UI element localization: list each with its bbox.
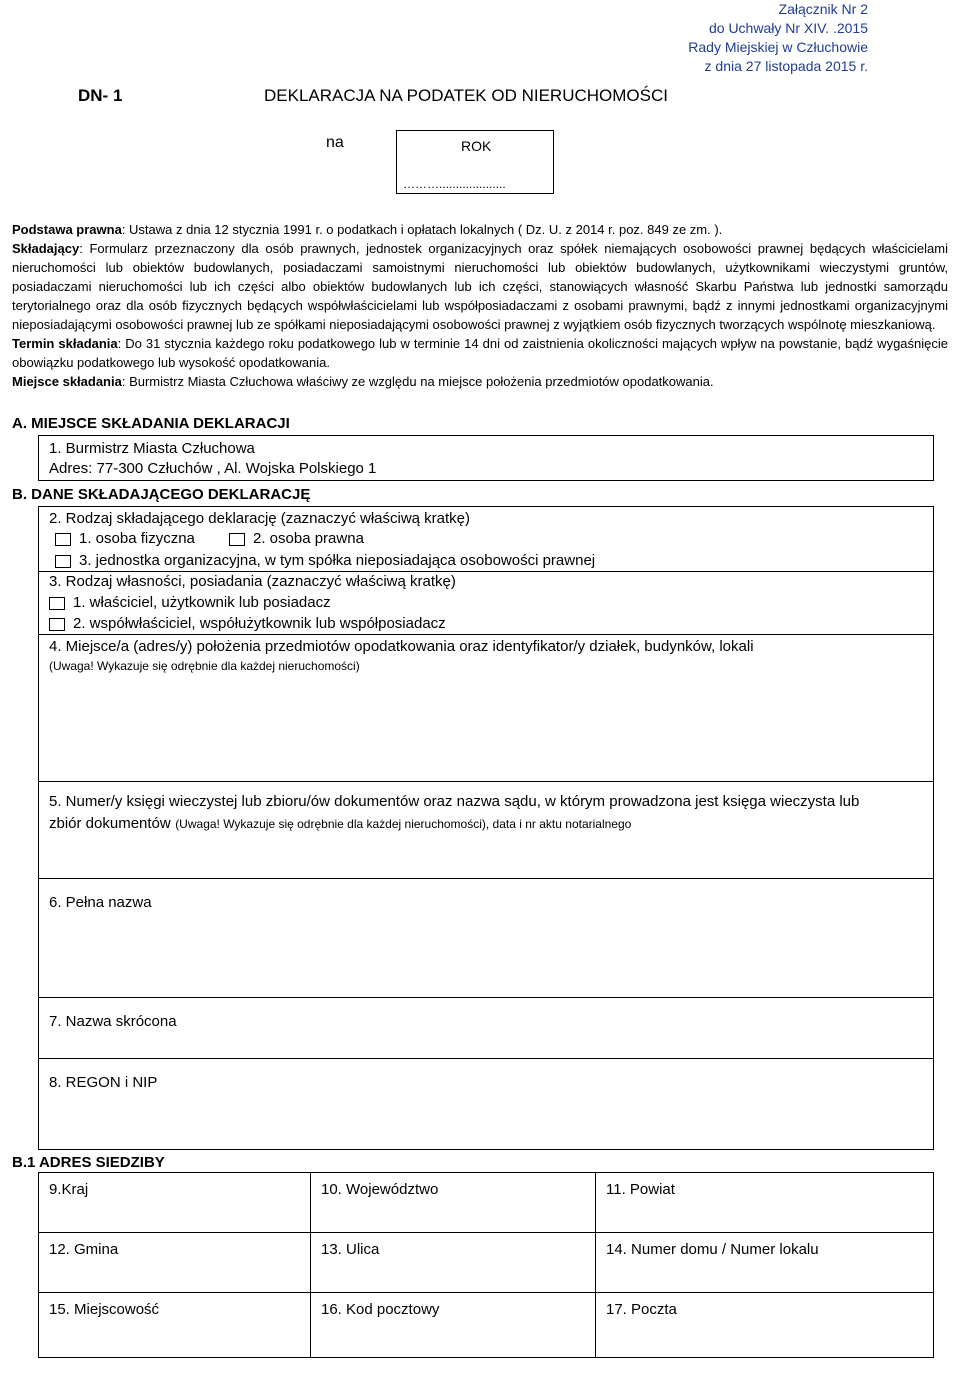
q4-box[interactable] — [38, 634, 934, 782]
place-text: : Burmistrz Miasta Człuchowa właściwy ze względu na miejsce położenia przedmiotów opodatkowania. — [121, 374, 714, 389]
q3-option-1-label: 1. właściciel, użytkownik lub posiadacz — [73, 594, 331, 611]
q8-box[interactable] — [38, 1058, 934, 1150]
q3-option-1[interactable] — [49, 593, 331, 613]
q3-option-2-label: 2. współwłaściciel, współużytkownik lub współposiadacz — [73, 615, 446, 632]
q5-note: (Uwaga! Wykazuje się odrębnie dla każdej nieruchomości), data i nr aktu notarialnego — [175, 817, 632, 831]
q4-note: (Uwaga! Wykazuje się odrębnie dla każdej nieruchomości) — [49, 659, 360, 673]
attachment-line: Rady Miejskiej w Człuchowie — [688, 39, 868, 55]
q4-label: 4. Miejsce/a (adres/y) położenia przedmiotów opodatkowania oraz identyfikator/y działek, budynków, lokali — [49, 638, 754, 655]
rok-dots: ……….................... — [403, 177, 506, 191]
q2-option-3-label: 3. jednostka organizacyjna, w tym spółka nieposiadająca osobowości prawnej — [79, 552, 596, 569]
field-commune[interactable] — [38, 1232, 311, 1293]
q3-box — [38, 571, 934, 635]
checkbox-icon[interactable] — [55, 555, 71, 568]
q2-option-2[interactable] — [229, 529, 364, 549]
na-label: na — [326, 134, 344, 151]
attachment-line: do Uchwały Nr XIV. .2015 — [708, 20, 868, 36]
intro-block — [12, 220, 948, 391]
q5-label-b: zbiór dokumentów — [49, 815, 171, 832]
field-post-office-label: 17. Poczta — [606, 1301, 677, 1318]
field-locality[interactable] — [38, 1292, 311, 1358]
rok-label: ROK — [461, 138, 492, 154]
q7-label: 7. Nazwa skrócona — [49, 1013, 177, 1030]
section-a-box — [38, 435, 934, 481]
q2-option-3[interactable] — [55, 551, 595, 571]
q2-option-2-label: 2. osoba prawna — [253, 530, 364, 547]
filer-text: : Formularz przeznaczony dla osób prawnych, jednostek organizacyjnych oraz spółek niemających osobowości prawnej będących właścicielami nieruchomości lub obiektów budowlanych, posiadaczami samoistnymi nieruchomości lub obiektów budowlanych, użytkownikami wieczystymi gruntów, posiadaczami nieruchomości lub ich części albo obiektów budowlanych lub ich części, stanowiących własność Skarbu Państwa lub jednostki samorządu terytorialnego oraz dla osób fizycznych będących współwłaścicielami lub współposiadaczami z osobami prawnymi, bądź z innymi jednostkami organizacyjnymi nieposiadającymi osobowości prawnej lub ze spółkami nieposiadającymi osobowości prawnej z wyjątkiem osób fizycznych tworzących wspólnotę mieszkaniową. — [12, 241, 948, 332]
section-a-title: A. MIEJSCE SKŁADANIA DEKLARACJI — [12, 415, 290, 432]
field-house-number-label: 14. Numer domu / Numer lokalu — [606, 1241, 819, 1258]
section-b1-title: B.1 ADRES SIEDZIBY — [12, 1154, 165, 1171]
legal-basis-text: : Ustawa z dnia 12 stycznia 1991 r. o podatkach i opłatach lokalnych ( Dz. U. z 2014 r. poz. 849 ze zm. ). — [121, 222, 723, 237]
field-voivodeship[interactable] — [310, 1172, 596, 1233]
checkbox-icon[interactable] — [49, 618, 65, 631]
place-label: Miejsce składania — [12, 374, 122, 389]
q5-label: 5. Numer/y księgi wieczystej lub zbioru/ów dokumentów oraz nazwa sądu, w którym prowadzona jest księga wieczysta lub — [49, 793, 860, 810]
q6-box[interactable] — [38, 878, 934, 998]
deadline-label: Termin składania — [12, 336, 118, 351]
q8-label: 8. REGON i NIP — [49, 1074, 158, 1091]
deadline-info — [12, 334, 948, 372]
checkbox-icon[interactable] — [49, 597, 65, 610]
attachment-line: z dnia 27 listopada 2015 r. — [704, 58, 868, 74]
field-country-label: 9.Kraj — [49, 1181, 89, 1198]
field-postal-code-label: 16. Kod pocztowy — [321, 1301, 440, 1318]
attachment-note — [648, 0, 868, 76]
checkbox-icon[interactable] — [55, 533, 71, 546]
field-country[interactable] — [38, 1172, 311, 1233]
field-street-label: 13. Ulica — [321, 1241, 380, 1258]
field-voivodeship-label: 10. Województwo — [321, 1181, 439, 1198]
deadline-text: : Do 31 stycznia każdego roku podatkowego lub w terminie 14 dni od zaistnienia okoliczności mających wpływ na powstanie, bądź wygaśnięcie obowiązku podatkowego lub wysokość opodatkowania. — [12, 336, 948, 370]
q3-label: 3. Rodzaj własności, posiadania (zaznaczyć właściwą kratkę) — [49, 573, 456, 590]
field-post-office[interactable] — [595, 1292, 934, 1358]
checkbox-icon[interactable] — [229, 533, 245, 546]
form-title: DEKLARACJA NA PODATEK OD NIERUCHOMOŚCI — [264, 86, 668, 105]
q5-box[interactable] — [38, 781, 934, 879]
legal-basis-label: Podstawa prawna — [12, 222, 122, 237]
section-b-title: B. DANE SKŁADAJĄCEGO DEKLARACJĘ — [12, 486, 311, 503]
field-house-number[interactable] — [595, 1232, 934, 1293]
field-locality-label: 15. Miejscowość — [49, 1301, 160, 1318]
field-county[interactable] — [595, 1172, 934, 1233]
filer-info — [12, 239, 948, 334]
field-county-label: 11. Powiat — [606, 1181, 675, 1198]
form-code: DN- 1 — [78, 86, 123, 105]
q2-option-1-label: 1. osoba fizyczna — [79, 530, 195, 547]
office-address: Adres: 77-300 Człuchów , Al. Wojska Polskiego 1 — [49, 460, 377, 477]
place-info — [12, 372, 948, 391]
office-name: 1. Burmistrz Miasta Człuchowa — [49, 440, 255, 457]
q5-label-line2 — [49, 814, 631, 834]
q2-box — [38, 506, 934, 572]
field-postal-code[interactable] — [310, 1292, 596, 1358]
q3-option-2[interactable] — [49, 614, 446, 634]
q6-label: 6. Pełna nazwa — [49, 894, 152, 911]
filer-label: Składający — [12, 241, 80, 256]
field-commune-label: 12. Gmina — [49, 1241, 119, 1258]
q2-label: 2. Rodzaj składającego deklarację (zaznaczyć właściwą kratkę) — [49, 510, 471, 527]
field-street[interactable] — [310, 1232, 596, 1293]
q2-option-1[interactable] — [55, 529, 195, 549]
attachment-line: Załącznik Nr 2 — [778, 1, 868, 17]
year-box[interactable] — [396, 130, 554, 194]
legal-basis — [12, 220, 948, 239]
q7-box[interactable] — [38, 997, 934, 1059]
